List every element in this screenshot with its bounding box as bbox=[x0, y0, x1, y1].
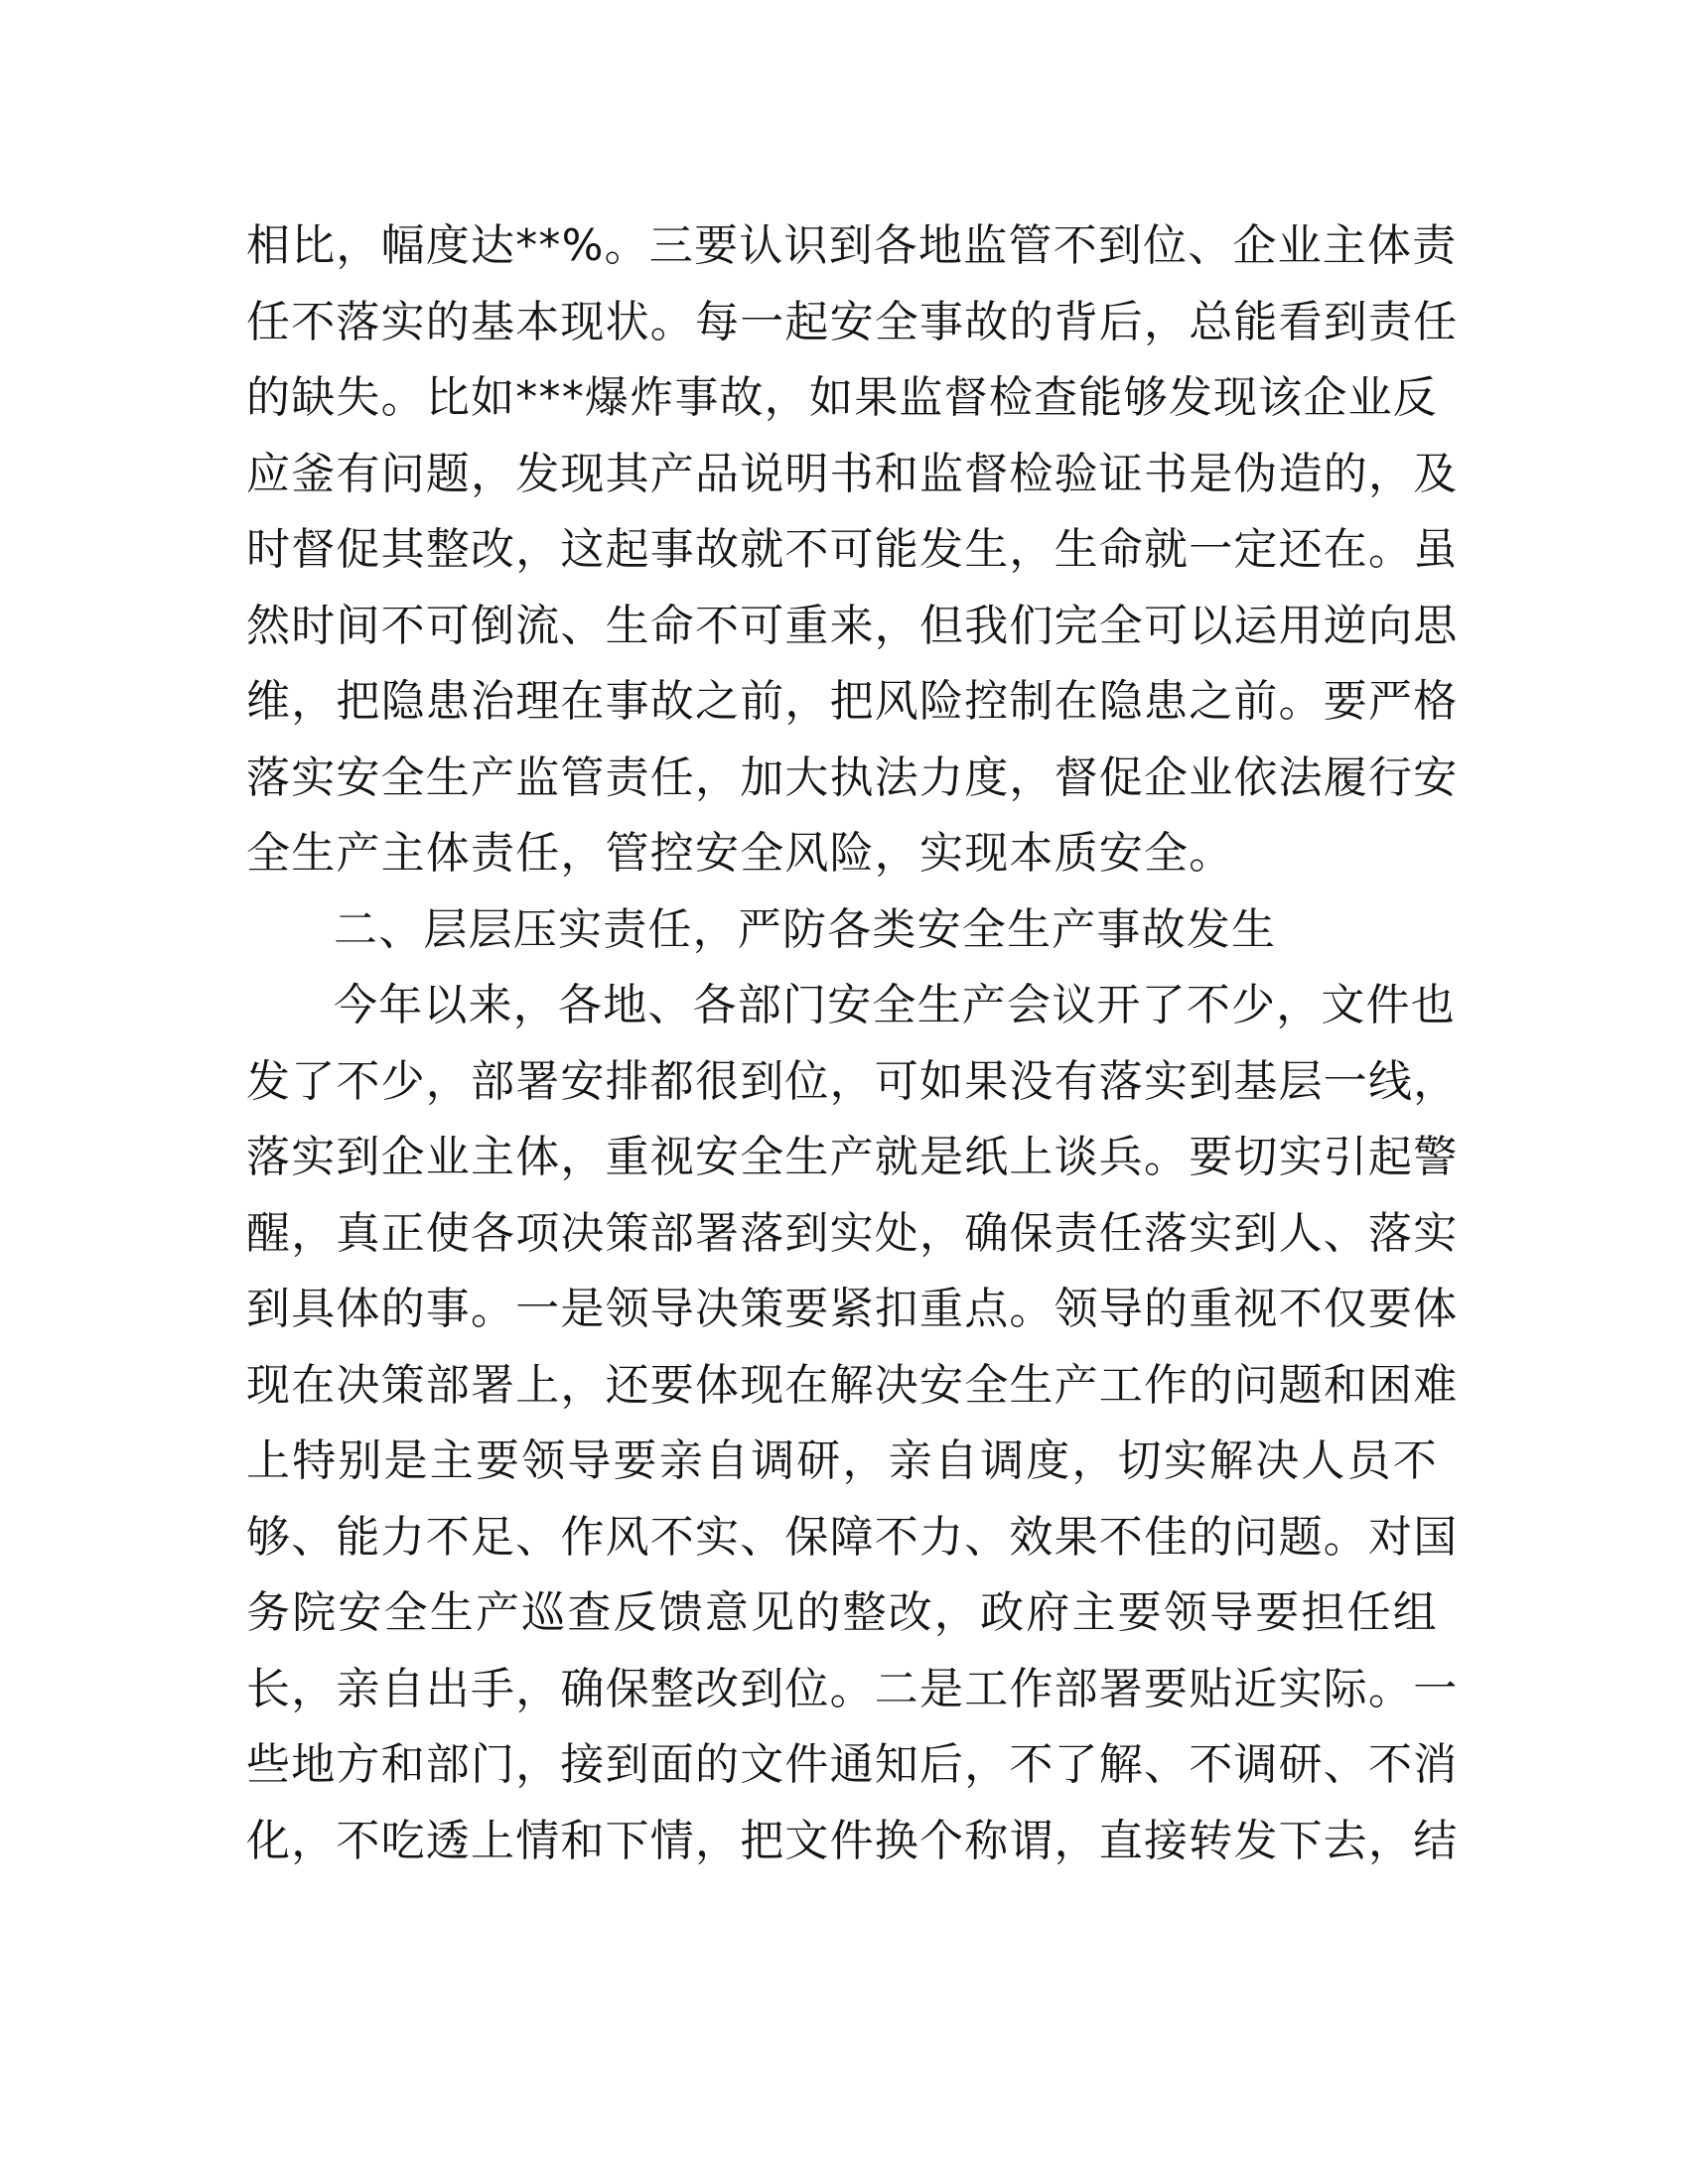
text-line: 长，亲自出手，确保整改到位。二是工作部署要贴近实际。一 bbox=[246, 1663, 1459, 1714]
text-line: 相比，幅度达**%。三要认识到各地监管不到位、企业主体责 bbox=[246, 220, 1458, 271]
text-line: 落实到企业主体，重视安全生产就是纸上谈兵。要切实引起警 bbox=[246, 1132, 1459, 1182]
text-line: 务院安全生产巡查反馈意见的整改，政府主要领导要担任组 bbox=[246, 1587, 1438, 1638]
text-line: 应釜有问题，发现其产品说明书和监督检验证书是伪造的，及 bbox=[246, 448, 1459, 499]
text-line: 化，不吃透上情和下情，把文件换个称谓，直接转发下去，结 bbox=[246, 1815, 1459, 1866]
text-line: 全生产主体责任，管控安全风险，实现本质安全。 bbox=[246, 828, 1234, 879]
text-line: 发了不少，部署安排都很到位，可如果没有落实到基层一线， bbox=[246, 1055, 1459, 1107]
text-line: 现在决策部署上，还要体现在解决安全生产工作的问题和困难 bbox=[246, 1359, 1459, 1411]
paragraph-1 bbox=[246, 208, 1459, 892]
text-line: 时督促其整改，这起事故就不可能发生，生命就一定还在。虽 bbox=[246, 524, 1459, 575]
text-line: 然时间不可倒流、生命不可重来，但我们完全可以运用逆向思 bbox=[246, 600, 1459, 651]
heading-text: 二、层层压实责任，严防各类安全生产事故发生 bbox=[334, 903, 1277, 955]
section-heading bbox=[246, 892, 1438, 969]
text-line: 上特别是主要领导要亲自调研，亲自调度，切实解决人员不 bbox=[246, 1435, 1438, 1486]
text-line: 醒，真正使各项决策部署落到实处，确保责任落实到人、落实 bbox=[246, 1207, 1459, 1259]
text-line: 够、能力不足、作风不实、保障不力、效果不佳的问题。对国 bbox=[246, 1511, 1459, 1563]
text-line: 维，把隐患治理在事故之前，把风险控制在隐患之前。要严格 bbox=[246, 676, 1459, 727]
text-line: 些地方和部门，接到面的文件通知后，不了解、不调研、不消 bbox=[246, 1739, 1459, 1790]
paragraph-3 bbox=[246, 968, 1459, 1879]
document-body bbox=[246, 208, 1459, 1879]
text-line: 今年以来，各地、各部门安全生产会议开了不少，文件也 bbox=[334, 980, 1456, 1030]
text-line: 任不落实的基本现状。每一起安全事故的背后，总能看到责任 bbox=[246, 296, 1459, 347]
text-line: 落实安全生产监管责任，加大执法力度，督促企业依法履行安 bbox=[246, 751, 1459, 803]
text-line: 的缺失。比如***爆炸事故，如果监督检查能够发现该企业反 bbox=[246, 372, 1438, 423]
text-line: 到具体的事。一是领导决策要紧扣重点。领导的重视不仅要体 bbox=[246, 1284, 1459, 1334]
